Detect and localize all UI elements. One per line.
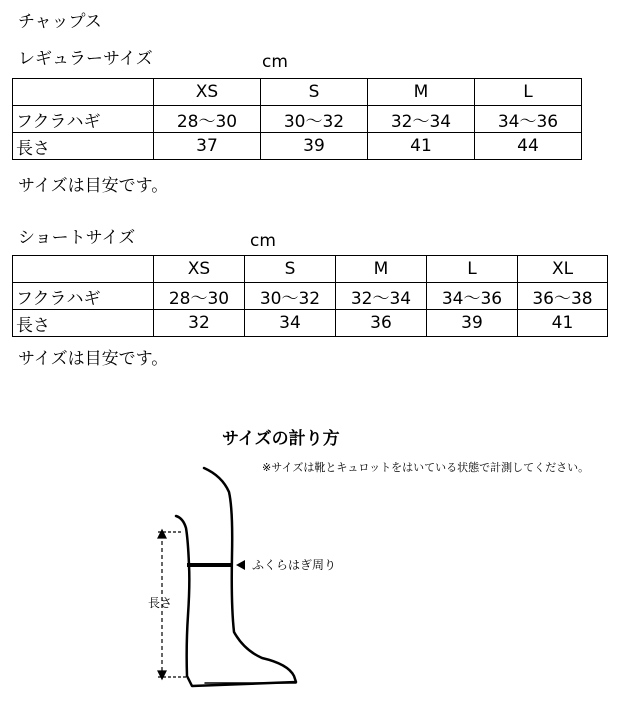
row-label: フクラハギ <box>13 106 154 133</box>
length-measure-label: 長さ <box>148 596 173 610</box>
table-cell: 32〜34 <box>336 283 427 310</box>
regular-unit: cm <box>262 52 288 72</box>
guide-title: サイズの計り方 <box>222 429 340 449</box>
row-label: 長さ <box>13 310 154 337</box>
table-row <box>13 310 608 337</box>
table-corner-cell <box>13 256 154 283</box>
regular-size-table <box>12 78 582 160</box>
table-cell: 34〜36 <box>427 283 518 310</box>
table-cell: 37 <box>154 133 261 160</box>
regular-size-heading: レギュラーサイズ <box>18 49 153 69</box>
size-header: XL <box>518 256 608 283</box>
short-size-heading: ショートサイズ <box>18 228 136 248</box>
table-row <box>13 133 582 160</box>
size-header: L <box>475 79 582 106</box>
guide-note: ※サイズは靴とキュロットをはいている状態で計測してください。 <box>262 461 590 474</box>
calf-pointer-arrow <box>236 560 245 570</box>
table-cell: 30〜32 <box>245 283 336 310</box>
table-cell: 34〜36 <box>475 106 582 133</box>
size-header: XS <box>154 256 245 283</box>
regular-size-note: サイズは目安です。 <box>18 176 169 196</box>
size-header: L <box>427 256 518 283</box>
short-size-note: サイズは目安です。 <box>18 349 169 369</box>
table-cell: 32 <box>154 310 245 337</box>
size-header: M <box>336 256 427 283</box>
table-cell: 36 <box>336 310 427 337</box>
table-cell: 32〜34 <box>368 106 475 133</box>
size-header: S <box>245 256 336 283</box>
size-header: S <box>261 79 368 106</box>
calf-measure-label: ふくらはぎ周り <box>252 558 337 572</box>
table-corner-cell <box>13 79 154 106</box>
table-cell: 28〜30 <box>154 283 245 310</box>
table-cell: 39 <box>427 310 518 337</box>
table-cell: 44 <box>475 133 582 160</box>
short-size-table <box>12 255 608 337</box>
table-cell: 36〜38 <box>518 283 608 310</box>
short-unit: cm <box>250 231 276 251</box>
table-cell: 34 <box>245 310 336 337</box>
page-title: チャップス <box>18 12 102 32</box>
size-header: XS <box>154 79 261 106</box>
table-cell: 28〜30 <box>154 106 261 133</box>
table-cell: 30〜32 <box>261 106 368 133</box>
row-label: 長さ <box>13 133 154 160</box>
table-row <box>13 106 582 133</box>
table-row <box>13 283 608 310</box>
table-header-row <box>13 256 608 283</box>
table-cell: 39 <box>261 133 368 160</box>
table-header-row <box>13 79 582 106</box>
table-cell: 41 <box>518 310 608 337</box>
row-label: フクラハギ <box>13 283 154 310</box>
size-header: M <box>368 79 475 106</box>
boot-measurement-diagram <box>0 440 640 708</box>
boot-outline <box>176 468 296 686</box>
table-cell: 41 <box>368 133 475 160</box>
